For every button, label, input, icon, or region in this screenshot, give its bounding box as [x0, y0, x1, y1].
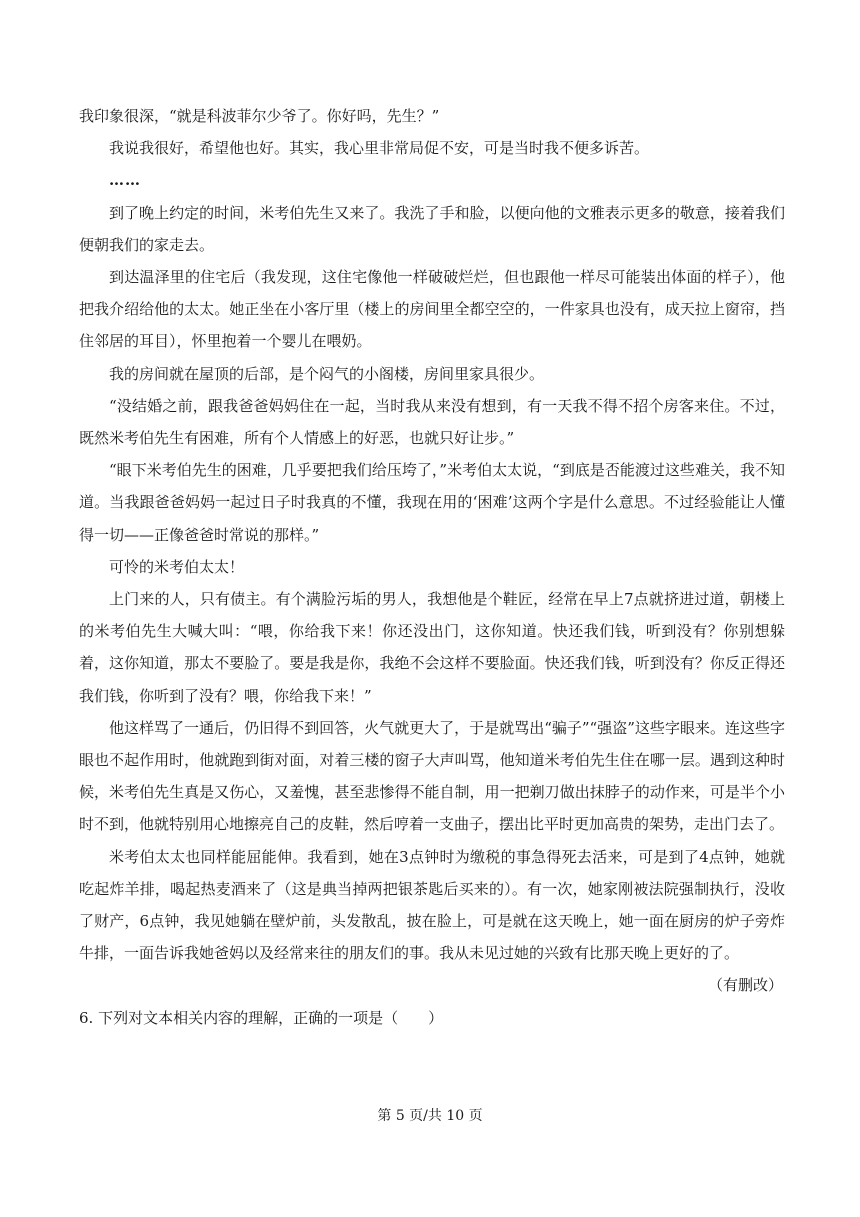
paragraph: 他这样骂了一通后，仍旧得不到回答，火气就更大了，于是就骂出“骗子”“强盗”这些字眼来。连这些字眼也不起作用时，他就跑到街对面，对着三楼的窗子大声叫骂，他知道米考伯先生住在哪一层。遇到这种时候，米考伯先生真是又伤心，又羞愧，甚至悲惨得不能自制，用一把剃刀做出抹脖子的动作来，可是半个小时不到，他就特别用心地擦亮自己的皮鞋，然后哼着一支曲子，摆出比平时更加高贵的架势，走出门去了。	[79, 718, 785, 834]
source-note: （有删改）	[707, 976, 783, 995]
page-footer: 第 5 页/共 10 页	[377, 1108, 483, 1124]
paragraph: 到了晚上约定的时间，米考伯先生又来了。我洗了手和脸，以便向他的文雅表示更多的敬意，接着我们便朝我们的家走去。	[79, 203, 785, 254]
paragraph: “眼下米考伯先生的困难，几乎要把我们给压垮了，”米考伯太太说，“到底是否能渡过这些难关，我不知道。当我跟爸爸妈妈一起过日子时我真的不懂，我现在用的‘困难’这两个字是什么意思。不过经验能让人懂得一切——正像爸爸时常说的那样。”	[79, 461, 785, 544]
paragraph: 我的房间就在屋顶的后部，是个闷气的小阁楼，房间里家具很少。	[109, 364, 545, 383]
paragraph: 我印象很深，“就是科波菲尔少爷了。你好吗，先生？”	[79, 107, 440, 125]
article-body	[79, 100, 785, 1034]
paragraph: 到达温泽里的住宅后（我发现，这住宅像他一样破破烂烂，但也跟他一样尽可能装出体面的样子），他把我介绍给他的太太。她正坐在小客厅里（楼上的房间里全都空空的，一件家具也没有，成天拉上窗帘，挡住邻居的耳目），怀里抱着一个婴儿在喂奶。	[79, 268, 785, 351]
paragraph: 可怜的米考伯太太！	[109, 557, 245, 576]
paragraph: “没结婚之前，跟我爸爸妈妈住在一起，当时我从来没有想到，有一天我不得不招个房客来住。不过，既然米考伯先生有困难，所有个人情感上的好恶，也就只好让步。”	[79, 396, 785, 448]
paragraph: 我说我很好，希望他也好。其实，我心里非常局促不安，可是当时我不便多诉苦。	[109, 139, 650, 158]
ellipsis-separator: ……	[109, 171, 141, 190]
paragraph: 米考伯太太也同样能屈能伸。我看到，她在3点钟时为缴税的事急得死去活来，可是到了4点钟，她就吃起炸羊排，喝起热麦酒来了（这是典当掉两把银茶匙后买来的）。有一次，她家刚被法院强制执行，没收了财产，6点钟，我见她躺在壁炉前，头发散乱，披在脸上，可是就在这天晚上，她一面在厨房的炉子旁炸牛排，一面告诉我她爸妈以及经常来往的朋友们的事。我从未见过她的兴致有比那天晚上更好的了。	[79, 847, 785, 963]
question-6: 6. 下列对文本相关内容的理解，正确的一项是（ ）	[79, 1008, 444, 1027]
paragraph: 上门来的人，只有债主。有个满脸污垢的男人，我想他是个鞋匠，经常在早上7点就挤进过道，朝楼上的米考伯先生大喊大叫：“喂，你给我下来！你还没出门，这你知道。快还我们钱，听到没有？你别想躲着，这你知道，那太不要脸了。要是我是你，我绝不会这样不要脸面。快还我们钱，听到没有？你反正得还我们钱，你听到了没有？喂，你给我下来！”	[79, 590, 785, 705]
